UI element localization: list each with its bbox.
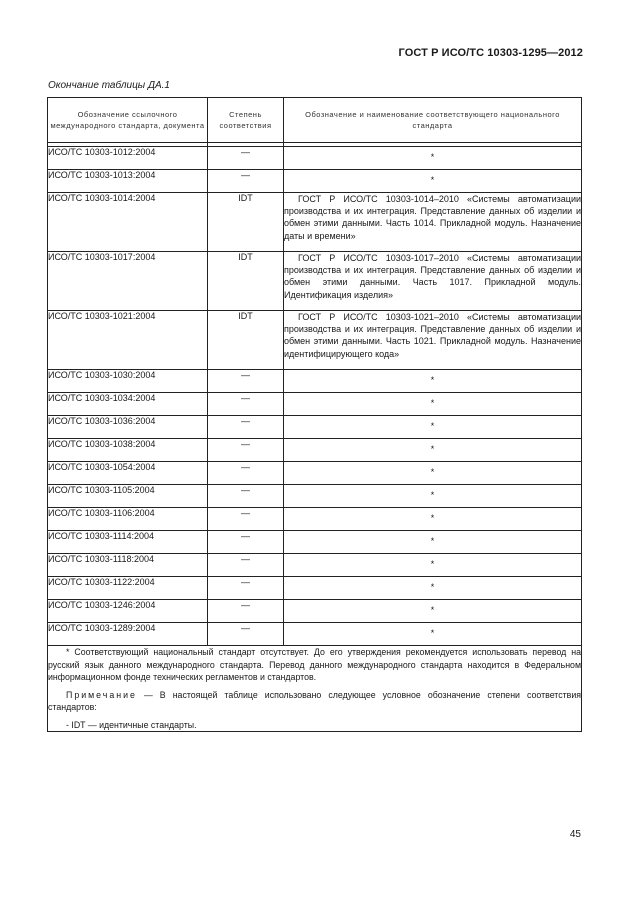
page-number: 45: [569, 829, 581, 840]
reference-standard-cell: ИСО/ТС 10303-1012:2004: [48, 147, 208, 170]
degree-cell: IDT: [208, 252, 284, 311]
table-row: [48, 416, 582, 439]
reference-standard-cell: ИСО/ТС 10303-1114:2004: [48, 531, 208, 554]
national-standard-cell: *: [284, 508, 582, 531]
reference-standard-cell: ИСО/ТС 10303-1105:2004: [48, 485, 208, 508]
column-header-national: Обозначение и наименование соответствующего национального стандарта: [284, 98, 582, 143]
national-standard-cell: *: [284, 439, 582, 462]
degree-cell: —: [208, 485, 284, 508]
table-row: [48, 252, 582, 311]
notes-row: [48, 646, 582, 732]
reference-standard-cell: ИСО/ТС 10303-1054:2004: [48, 462, 208, 485]
document-code: ГОСТ Р ИСО/ТС 10303-1295—2012: [398, 47, 583, 59]
table-row: [48, 147, 582, 170]
table-row: [48, 508, 582, 531]
degree-cell: —: [208, 170, 284, 193]
legend-item-text: - IDT — идентичные стандарты.: [66, 719, 197, 730]
national-standard-cell: ГОСТ Р ИСО/ТС 10303-1021–2010 «Системы автоматизации производства и их интеграция. Представление данных об изделии и обмен этими данными. Часть 1021. Прикладной модуль. Назначение идентифицирующего кода»: [284, 311, 582, 370]
degree-cell: —: [208, 554, 284, 577]
table-row: [48, 554, 582, 577]
reference-standard-cell: ИСО/ТС 10303-1106:2004: [48, 508, 208, 531]
national-standard-cell: *: [284, 600, 582, 623]
column-header-degree: Степень соответствия: [208, 98, 284, 143]
national-standard-cell: *: [284, 623, 582, 646]
table-row: [48, 577, 582, 600]
reference-standard-cell: ИСО/ТС 10303-1014:2004: [48, 193, 208, 252]
national-standard-cell: *: [284, 147, 582, 170]
reference-standard-cell: ИСО/ТС 10303-1246:2004: [48, 600, 208, 623]
reference-standard-cell: ИСО/ТС 10303-1021:2004: [48, 311, 208, 370]
legend-item: [48, 719, 581, 732]
degree-cell: IDT: [208, 311, 284, 370]
table-header-row: [48, 98, 582, 143]
degree-cell: —: [208, 531, 284, 554]
degree-cell: —: [208, 623, 284, 646]
reference-standard-cell: ИСО/ТС 10303-1118:2004: [48, 554, 208, 577]
degree-cell: —: [208, 577, 284, 600]
table-row: [48, 485, 582, 508]
correspondence-table: [47, 97, 582, 732]
degree-cell: —: [208, 370, 284, 393]
national-standard-cell: *: [284, 531, 582, 554]
table-row: [48, 370, 582, 393]
table-row: [48, 311, 582, 370]
reference-standard-cell: ИСО/ТС 10303-1036:2004: [48, 416, 208, 439]
table-row: [48, 462, 582, 485]
note-label: Примечание: [66, 689, 137, 700]
note-text: — В настоящей таблице использовано следующее условное обозначение степени соответствия стандартов:: [48, 689, 582, 712]
national-standard-cell: ГОСТ Р ИСО/ТС 10303-1014–2010 «Системы автоматизации производства и их интеграция. Представление данных об изделии и обмен этими данными. Часть 1014. Прикладной модуль. Назначение даты и времени»: [284, 193, 582, 252]
table-body: [48, 143, 582, 646]
national-standard-cell: *: [284, 577, 582, 600]
degree-cell: —: [208, 508, 284, 531]
reference-standard-cell: ИСО/ТС 10303-1289:2004: [48, 623, 208, 646]
degree-cell: IDT: [208, 193, 284, 252]
column-header-reference: Обозначение ссылочного международного стандарта, документа: [48, 98, 208, 143]
table-caption: Окончание таблицы ДА.1: [48, 80, 170, 91]
table-row: [48, 623, 582, 646]
note: [48, 689, 581, 714]
degree-cell: —: [208, 439, 284, 462]
reference-standard-cell: ИСО/ТС 10303-1034:2004: [48, 393, 208, 416]
degree-cell: —: [208, 393, 284, 416]
national-standard-cell: ГОСТ Р ИСО/ТС 10303-1017–2010 «Системы автоматизации производства и их интеграция. Представление данных об изделии и обмен этими данными. Часть 1017. Прикладной модуль. Идентификация изделия»: [284, 252, 582, 311]
table-row: [48, 439, 582, 462]
notes-cell: [48, 646, 582, 732]
degree-cell: —: [208, 416, 284, 439]
national-standard-cell: *: [284, 554, 582, 577]
national-standard-cell: *: [284, 416, 582, 439]
reference-standard-cell: ИСО/ТС 10303-1122:2004: [48, 577, 208, 600]
national-standard-cell: *: [284, 370, 582, 393]
reference-standard-cell: ИСО/ТС 10303-1038:2004: [48, 439, 208, 462]
table-row: [48, 170, 582, 193]
footnote-text: * Соответствующий национальный стандарт отсутствует. До его утверждения рекомендуется использовать перевод на русский язык данного международного стандарта. Перевод данного международного стандарта находится в Федеральном информационном фонде технических регламентов и стандартов.: [48, 647, 581, 682]
national-standard-cell: *: [284, 170, 582, 193]
reference-standard-cell: ИСО/ТС 10303-1013:2004: [48, 170, 208, 193]
national-standard-cell: *: [284, 393, 582, 416]
table-row: [48, 531, 582, 554]
footnote: [48, 646, 581, 684]
table-row: [48, 393, 582, 416]
reference-standard-cell: ИСО/ТС 10303-1030:2004: [48, 370, 208, 393]
degree-cell: —: [208, 600, 284, 623]
table-row: [48, 193, 582, 252]
reference-standard-cell: ИСО/ТС 10303-1017:2004: [48, 252, 208, 311]
table-row: [48, 600, 582, 623]
degree-cell: —: [208, 462, 284, 485]
national-standard-cell: *: [284, 462, 582, 485]
degree-cell: —: [208, 147, 284, 170]
national-standard-cell: *: [284, 485, 582, 508]
